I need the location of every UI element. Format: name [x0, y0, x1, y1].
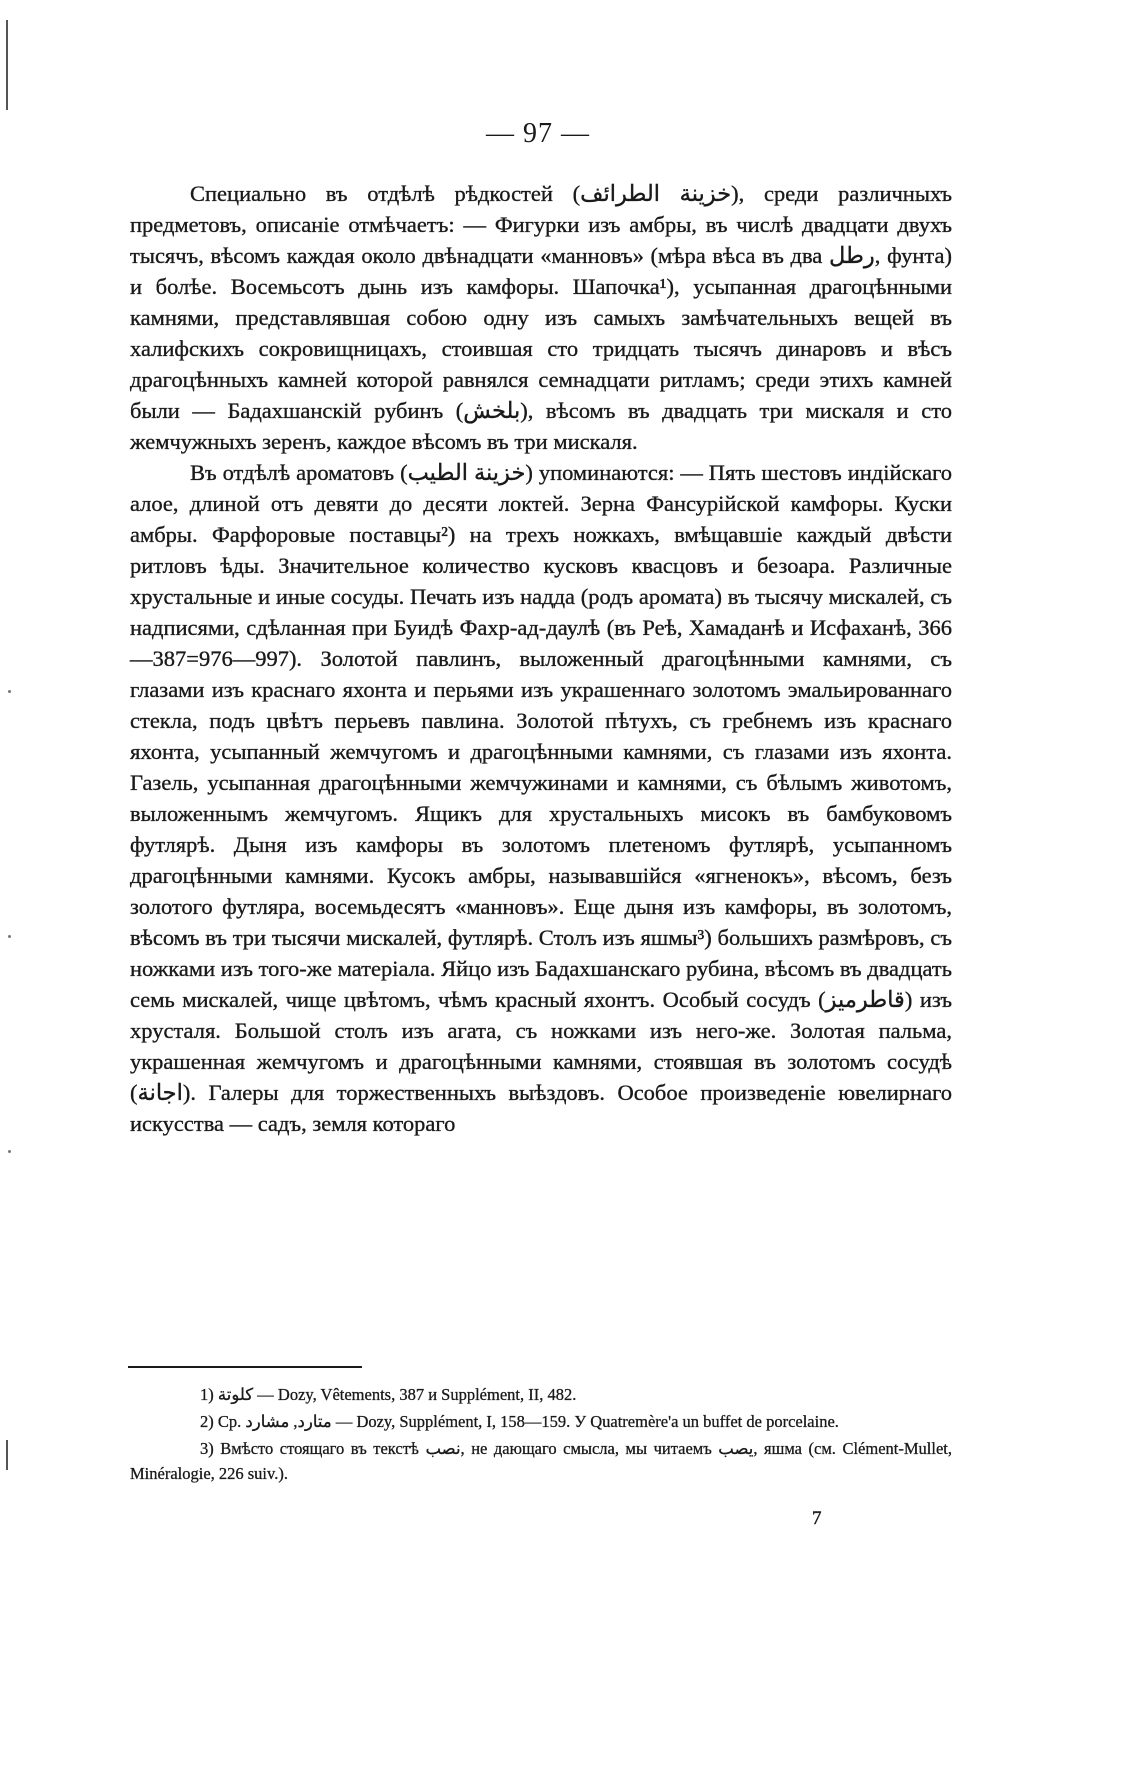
- margin-dot: [8, 690, 11, 693]
- footnote: 2) Ср. متارد, مشارد — Dozy, Supplément, I, 158—159. У Quatremère'a un buffet de porcelaine.: [200, 1412, 839, 1431]
- paragraph: Специально въ отдѣлѣ рѣдкостей (خزينة الطرائف), среди различныхъ предметовъ, описаніе отмѣчаетъ: — Фигурки изъ амбры, въ числѣ двадцати двухъ тысячъ, вѣсомъ каждая около двѣнадцати «манновъ» (мѣра вѣса въ два رطل, фунта) и болѣе. Восемьсотъ дынь изъ камфоры. Шапочка¹), усыпанная драгоцѣнными камнями, представлявшая собою одну изъ самыхъ замѣчательныхъ вещей въ халифскихъ сокровищницахъ, стоившая сто тридцать тысячъ динаровъ и вѣсъ драгоцѣнныхъ камней которой равнялся семнадцати ритламъ; среди этихъ камней были — Бадахшанскій рубинъ (بلخش), вѣсомъ въ двадцать три мискаля и сто жемчужныхъ зеренъ, каждое вѣсомъ въ три мискаля.: [130, 181, 952, 454]
- page-number: — 97 —: [486, 118, 590, 149]
- left-edge-mark: [6, 1440, 8, 1470]
- footnote-separator: [128, 1366, 362, 1368]
- footnote: 3) Вмѣсто стоящаго въ текстѣ نصب, не дающаго смысла, мы читаемъ يصب, яшма (см. Clément-Mullet, Minéralogie, 226 suiv.).: [130, 1439, 952, 1483]
- footnotes: [130, 1382, 952, 1486]
- paragraph: Въ отдѣлѣ ароматовъ (خزينة الطيب) упоминаются: — Пять шестовъ индійскаго алое, длиной отъ девяти до десяти локтей. Зерна Фансурійской камфоры. Куски амбры. Фарфоровые поставцы²) на трехъ ножкахъ, вмѣщавшіе каждый двѣсти ритловъ ѣды. Значительное количество кусковъ квасцовъ и безоара. Различные хрустальные и иные сосуды. Печать изъ надда (родъ аромата) въ тысячу мискалей, съ надписями, сдѣланная при Буидѣ Фахр-ад-даулѣ (въ Реѣ, Хамаданѣ и Исфаханѣ, 366—387=976—997). Золотой павлинъ, выложенный драгоцѣнными камнями, съ глазами изъ краснаго яхонта и перьями изъ украшеннаго золотомъ эмальированнаго стекла, подъ цвѣтъ перьевъ павлина. Золотой пѣтухъ, съ гребнемъ изъ краснаго яхонта, усыпанный жемчугомъ и драгоцѣнными камнями, съ глазами изъ яхонта. Газель, усыпанная драгоцѣнными жемчужинами и камнями, съ бѣлымъ животомъ, выложеннымъ жемчугомъ. Ящикъ для хрустальныхъ мисокъ въ бамбуковомъ футлярѣ. Дыня изъ камфоры въ золотомъ плетеномъ футлярѣ, усыпанномъ драгоцѣнными камнями. Кусокъ амбры, называвшійся «ягненокъ», вѣсомъ, безъ золотого футляра, восемьдесятъ «манновъ». Еще дыня изъ камфоры, въ золотомъ, вѣсомъ въ три тысячи мискалей, футлярѣ. Столъ изъ яшмы³) большихъ размѣровъ, съ ножками изъ того-же матеріала. Яйцо изъ Бадахшанскаго рубина, вѣсомъ въ двадцать семь мискалей, чище цвѣтомъ, чѣмъ красный яхонтъ. Особый сосудъ (قاطرميز) изъ хрусталя. Большой столъ изъ агата, съ ножками изъ него-же. Золотая пальма, украшенная жемчугомъ и драгоцѣнными камнями, стоявшая въ золотомъ сосудѣ (اجانة). Галеры для торжественныхъ выѣздовъ. Особое произведеніе ювелирнаго искусства — садъ, земля котораго: [130, 460, 953, 1136]
- signature-mark: 7: [812, 1508, 822, 1529]
- margin-dot: [8, 935, 11, 938]
- footnote: 1) كلوتة — Dozy, Vêtements, 387 и Supplément, II, 482.: [200, 1385, 577, 1404]
- margin-dot: [8, 1150, 11, 1153]
- main-text: [130, 178, 952, 1139]
- left-edge-mark: [6, 20, 8, 110]
